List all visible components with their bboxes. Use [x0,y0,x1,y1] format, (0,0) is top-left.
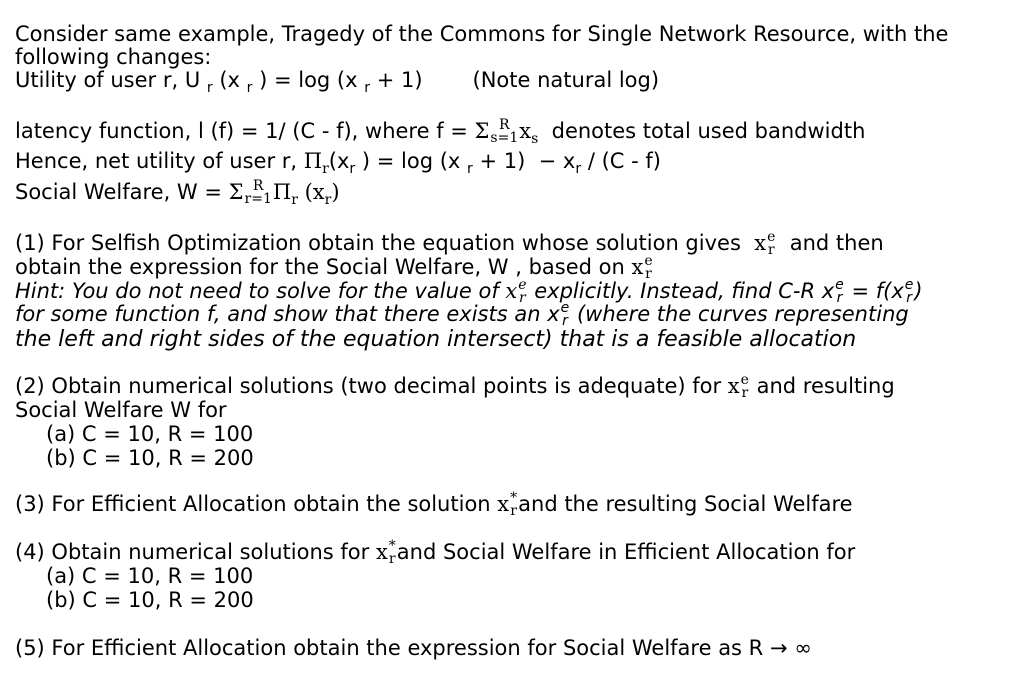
intro-line-2: following changes: [15,45,212,69]
social-welfare-line: Social Welfare, W = Σ R r=1 $\Pi_r$ $(x_r)$ [15,178,340,209]
q1-line-2: obtain the expression for the Social Welfare, W , based on x e r [15,253,653,282]
q3-line: (3) For Efficient Allocation obtain the solution x * r and the resulting Social Welfare [15,490,853,519]
note-natural-log: (Note natural log) [472,68,660,92]
q4-case-a: (a) C = 10, R = 100 [46,564,254,588]
q1-hint-line-1: Hint: You do not need to solve for the value of x e r explicitly. Instead, find C-R x e r = f(x e r ) [15,277,923,306]
q1-line-1: (1) For Selfish Optimization obtain the equation whose solution gives x e r and then [15,229,884,258]
q1-hint-line-2: for some function f, and show that there exists an x e r (where the curves representing [15,300,909,329]
intro-line-1: Consider same example, Tragedy of the Commons for Single Network Resource, with the [15,22,949,46]
q2-line-2: Social Welfare W for [15,398,227,422]
q1-hint-line-3: the left and right sides of the equation intersect) that is a feasible allocation [15,327,857,352]
q2-case-b: (b) C = 10, R = 200 [46,446,254,470]
latency-line: latency function, l (f) = 1/ (C - f), where f = Σ R s=1 $x_s$ denotes total used bandwidth [15,117,866,148]
q4-line-1: (4) Obtain numerical solutions for x * r and Social Welfare in Efficient Allocation for [15,538,856,567]
q2-line-1: (2) Obtain numerical solutions (two decimal points is adequate) for x e r and resulting [15,372,895,401]
utility-line: Utility of user r, U $_r$ (x $_r$ ) = log (x $_r$ + 1) (Note natural log) [15,68,660,97]
q4-case-b: (b) C = 10, R = 200 [46,588,254,612]
net-utility-line: Hence, net utility of user r, $\Pi_r(x_r$ ) = log (x $_r + 1) - x_r / (C - f)$ [15,149,661,178]
q2-case-a: (a) C = 10, R = 100 [46,422,254,446]
q5-line: (5) For Efficient Allocation obtain the expression for Social Welfare as R → ∞ [15,636,812,660]
